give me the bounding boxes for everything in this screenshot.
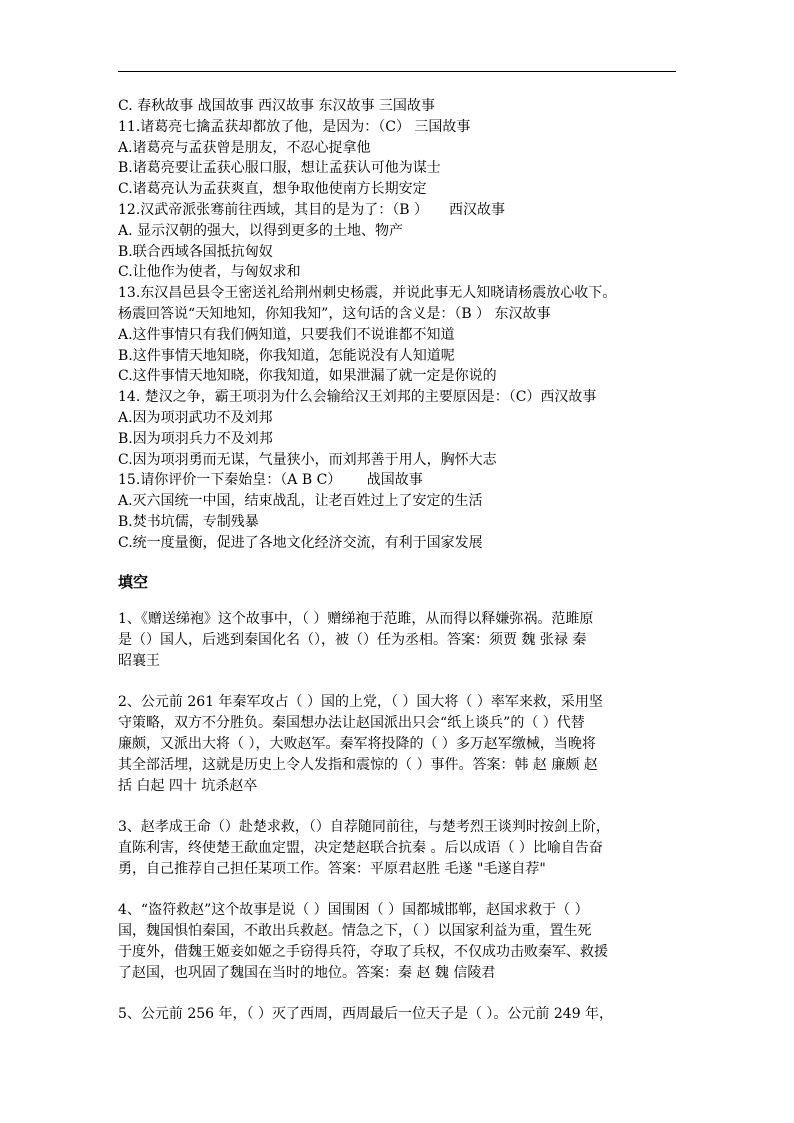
fill-section-title: 填空 [118,572,149,591]
fill-line: 于度外，借魏王姬妾如姬之手窃得兵符，夺取了兵权，不仅成功击败秦军、救援 [118,943,608,960]
choice-line: B.焚书坑儒，专制残暴 [118,513,259,530]
fill-line: 其全部活埋，这就是历史上令人发指和震惊的（ ）事件。答案：韩 赵 廉颇 赵 [118,756,598,773]
fill-question-2 [118,692,678,797]
choice-line: B.联合西域各国抵抗匈奴 [118,243,273,260]
fill-line: 国，魏国惧怕秦国，不敢出兵救赵。情急之下，（ ）以国家利益为重，置生死 [118,922,592,939]
fill-question-1 [118,609,678,672]
choice-line: A.诸葛亮与孟获曾是朋友，不忍心捉拿他 [118,139,371,156]
choice-line: C.因为项羽勇而无谋，气量狭小，而刘邦善于用人，胸怀大志 [118,451,497,468]
choice-questions [118,96,678,554]
choice-line: B.因为项羽兵力不及刘邦 [118,430,273,447]
fill-questions [118,609,678,1025]
choice-line: C.让他作为使者，与匈奴求和 [118,264,301,281]
fill-line: 3、赵孝成王命（）赴楚求救，（）自荐随同前往，与楚考烈王谈判时按剑上阶， [118,818,610,835]
fill-line: 5、公元前 256 年，（ ）灭了西周，西周最后一位天子是（ ）。公元前 249 年， [118,1005,614,1022]
fill-line: 守策略，双方不分胜负。秦国想办法让赵国派出只会“纸上谈兵”的（ ）代替 [118,714,585,731]
choice-line: 14. 楚汉之争，霸王项羽为什么会输给汉王刘邦的主要原因是：（C）西汉故事 [118,389,597,406]
choice-line: 杨震回答说“天知地知，你知我知”，这句话的含义是：（B ） 东汉故事 [118,305,551,322]
choice-line: A.灭六国统一中国，结束战乱，让老百姓过上了安定的生活 [118,493,483,510]
choice-line: 15.请你评价一下秦始皇：（A B C） 战国故事 [118,472,423,489]
choice-line: 12.汉武帝派张骞前往西域，其目的是为了：（B ） 西汉故事 [118,201,506,218]
fill-line: 2、公元前 261 年秦军攻占（ ）国的上党，（ ）国大将（ ）率军来救，采用坚 [118,693,603,710]
fill-question-3 [118,817,678,880]
document-body [118,96,678,1045]
choice-line: C.统一度量衡，促进了各地文化经济交流，有利于国家发展 [118,534,483,551]
choice-line: C.这件事情天地知晓，你我知道，如果泄漏了就一定是你说的 [118,368,497,385]
choice-line: 11.诸葛亮七擒孟获却都放了他，是因为：（C） 三国故事 [118,118,471,135]
choice-line: B.诸葛亮要让孟获心服口服，想让孟获认可他为谋士 [118,160,441,177]
fill-line: 是（）国人，后逃到秦国化名（），被（）任为丞相。答案：须贾 魏 张禄 秦 [118,631,587,648]
choice-line: A.这件事情只有我们俩知道，只要我们不说谁都不知道 [118,326,455,343]
choice-line: C.诸葛亮认为孟获爽直，想争取他使南方长期安定 [118,181,427,198]
fill-line: 廉颇，又派出大将（ ），大败赵军。秦军将投降的（ ）多万赵军缴械，当晚将 [118,735,596,752]
fill-line: 1、《赠送绨袍》这个故事中，（ ）赠绨袍于范雎，从而得以释嫌弥祸。范雎原 [118,610,594,627]
fill-question-4 [118,900,678,984]
fill-line: 括 白起 四十 坑杀赵卒 [118,777,258,794]
choice-line: C. 春秋故事 战国故事 西汉故事 东汉故事 三国故事 [118,98,435,114]
fill-line: 昭襄王 [118,652,160,669]
choice-line: 13.东汉昌邑县令王密送礼给荆州刺史杨震，并说此事无人知晓请杨震放心收下。 [118,285,617,302]
choice-line: A. 显示汉朝的强大，以得到更多的土地、物产 [118,222,404,239]
fill-question-5 [118,1004,678,1025]
fill-line: 直陈利害，终使楚王歃血定盟，决定楚赵联合抗秦 。后以成语（ ）比喻自告奋 [118,839,603,856]
fill-line: 勇，自己推荐自己担任某项工作。答案：平原君赵胜 毛遂 "毛遂自荐" [118,860,546,877]
fill-line: 了赵国，也巩固了魏国在当时的地位。答案：秦 赵 魏 信陵君 [118,964,496,981]
choice-line: A.因为项羽武功不及刘邦 [118,409,273,426]
fill-line: 4、“盗符救赵”这个故事是说（ ）国围困（ ）国都城邯郸，赵国求救于（ ） [118,901,589,918]
choice-line: B.这件事情天地知晓，你我知道，怎能说没有人知道呢 [118,347,455,364]
header-rule [118,71,676,72]
